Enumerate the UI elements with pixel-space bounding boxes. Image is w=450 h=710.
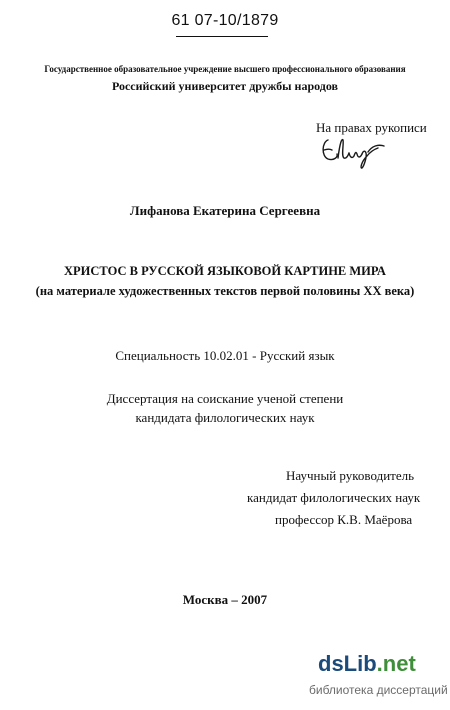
- dissertation-title: ХРИСТОС В РУССКОЙ ЯЗЫКОВОЙ КАРТИНЕ МИРА: [64, 264, 386, 278]
- stamp-underline: [176, 36, 268, 37]
- place-year: Москва – 2007: [182, 592, 268, 607]
- watermark-logo[interactable]: [318, 651, 416, 677]
- institution-line-1: Государственное образовательное учреждение высшего профессионального образования: [44, 64, 406, 74]
- supervisor-label: Научный руководитель: [286, 468, 415, 483]
- institution-line-2: Российский университет дружбы народов: [111, 79, 339, 93]
- watermark-tagline: библиотека диссертаций: [309, 683, 448, 697]
- dissertation-subtitle: (на материале художественных текстов первой половины ХХ века): [35, 284, 415, 298]
- degree-line-2: кандидата филологических наук: [135, 410, 315, 425]
- rights-note: На правах рукописи: [316, 120, 427, 135]
- supervisor-degree: кандидат филологических наук: [247, 490, 421, 505]
- author-name: Лифанова Екатерина Сергеевна: [129, 203, 321, 218]
- specialty: Специальность 10.02.01 - Русский язык: [115, 348, 335, 363]
- watermark-brand: dsLib: [318, 651, 377, 676]
- handwritten-signature: [318, 132, 390, 170]
- degree-line-1: Диссертация на соискание ученой степени: [106, 391, 344, 406]
- watermark-domain: .net: [376, 651, 416, 676]
- registration-stamp: 61 07-10/1879: [171, 12, 279, 29]
- supervisor-name: профессор К.В. Маёрова: [275, 512, 413, 527]
